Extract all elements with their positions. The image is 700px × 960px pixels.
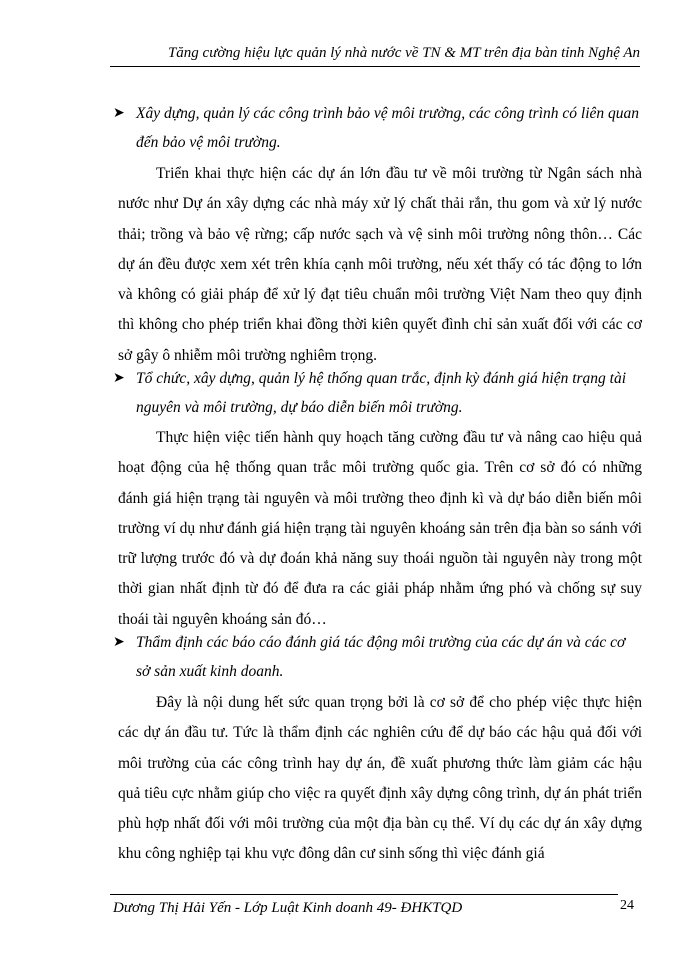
paragraph-3 xyxy=(118,688,642,870)
header-rule xyxy=(110,66,640,67)
bullet-heading-2 xyxy=(113,364,643,422)
arrow-right-icon: ➤ xyxy=(113,371,125,386)
footer-rule xyxy=(110,894,618,895)
bullet-heading-text: Xây dựng, quản lý các công trình bảo vệ môi trường, các công trình có liên quan đến bảo vệ môi trường. xyxy=(136,105,640,151)
bullet-heading-3 xyxy=(113,628,643,686)
bullet-heading-text: Tổ chức, xây dựng, quản lý hệ thống quan trắc, định kỳ đánh giá hiện trạng tài nguyên và môi trường, dự báo diễn biến môi trường. xyxy=(136,370,627,416)
paragraph-text: Triển khai thực hiện các dự án lớn đầu tư về môi trường từ Ngân sách nhà nước như Dự án xây dựng các nhà máy xử lý chất thải rắn, thu gom và xử lý nước thải; trồng và bảo vệ rừng; cấp nước sạch và vệ sinh môi trường nông thôn… Các dự án đều được xem xét trên khía cạnh môi trường, nếu xét thấy có tác động to lớn và không có giải pháp để xử lý đạt tiêu chuẩn môi trường Việt Nam theo quy định thì không cho phép triển khai đồng thời kiên quyết đình chỉ sản xuất đối với các cơ sở gây ô nhiễm môi trường nghiêm trọng. xyxy=(118,165,642,364)
arrow-right-icon: ➤ xyxy=(113,106,125,121)
arrow-right-icon: ➤ xyxy=(113,635,125,650)
paragraph-text: Thực hiện việc tiến hành quy hoạch tăng cường đầu tư và nâng cao hiệu quả hoạt động của hệ thống quan trắc môi trường quốc gia. Trên cơ sở đó có những đánh giá hiện trạng tài nguyên và môi trường theo định kì và dự báo diễn biến môi trường ví dụ như đánh giá hiện trạng tài nguyên khoáng sản trên địa bàn so sánh với trữ lượng trước đó và dự đoán khả năng suy thoái nguồn tài nguyên này trong một thời gian nhất định từ đó để đưa ra các giải pháp nhằm ứng phó và chống sự suy thoái tài nguyên khoáng sản đó… xyxy=(118,429,642,628)
paragraph-1 xyxy=(118,159,642,371)
bullet-heading-1 xyxy=(113,99,643,157)
footer-author: Dương Thị Hải Yến - Lớp Luật Kinh doanh 49- ĐHKTQD xyxy=(113,900,463,916)
paragraph-2 xyxy=(118,423,642,635)
running-header: Tăng cường hiệu lực quản lý nhà nước về TN & MT trên địa bàn tỉnh Nghệ An xyxy=(167,45,640,61)
page-number: 24 xyxy=(620,898,634,913)
bullet-heading-text: Thẩm định các báo cáo đánh giá tác động môi trường của các dự án và các cơ sở sản xuất kinh doanh. xyxy=(136,634,626,680)
paragraph-text: Đây là nội dung hết sức quan trọng bởi là cơ sở để cho phép việc thực hiện các dự án đầu tư. Tức là thẩm định các nghiên cứu để dự báo các hậu quả đối với môi trường của các công trình hay dự án, đề xuất phương thức làm giảm các hậu quả tiêu cực nhằm giúp cho việc ra quyết định xây dựng công trình, dự án phát triển phù hợp nhất đối với môi trường của một địa bàn cụ thể. Ví dụ các dự án xây dựng khu công nghiệp tại khu vực đông dân cư sinh sống thì việc đánh giá xyxy=(118,694,642,863)
